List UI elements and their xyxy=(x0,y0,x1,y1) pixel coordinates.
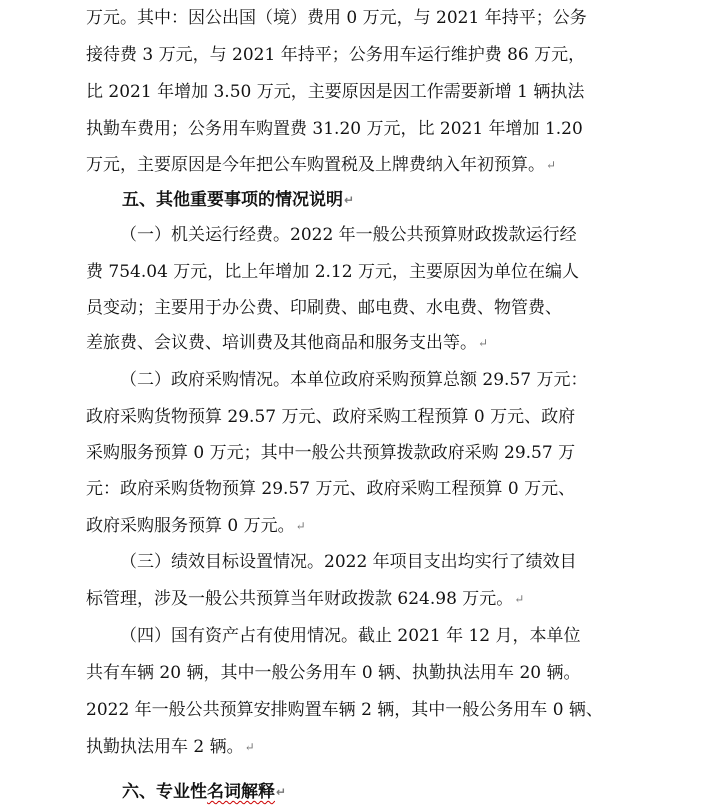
text-line: 费 754.04 万元，比上年增加 2.12 万元，主要原因为单位在编人 xyxy=(86,262,579,282)
text-line: 万元，主要原因是今年把公车购置税及上牌费纳入年初预算。 ↵ xyxy=(86,155,557,175)
section-heading-5: 五、其他重要事项的情况说明 ↵ xyxy=(122,190,355,210)
text-line: 采购服务预算 0 万元；其中一般公共预算拨款政府采购 29.57 万 xyxy=(86,443,576,463)
text-line: 元：政府采购货物预算 29.57 万元、政府采购工程预算 0 万元、 xyxy=(86,479,576,499)
paragraph-mark: ↵ xyxy=(244,740,255,754)
text-line: 万元。其中：因公出国（境）费用 0 万元，与 2021 年持平；公务 xyxy=(86,8,587,28)
text-line: 政府采购服务预算 0 万元。 ↵ xyxy=(86,516,306,536)
section-heading-6: 六、专业性 名词解释 ↵ xyxy=(122,782,287,802)
text-line: （一）机关运行经费。2022 年一般公共预算财政拨款运行经 xyxy=(120,225,577,245)
text-line: 政府采购货物预算 29.57 万元、政府采购工程预算 0 万元、政府 xyxy=(86,407,576,427)
text-line: 执勤执法用车 2 辆。 ↵ xyxy=(86,737,255,757)
text-line: 接待费 3 万元，与 2021 年持平；公务用车运行维护费 86 万元， xyxy=(86,45,586,65)
text-line: 2022 年一般公共预算安排购置车辆 2 辆，其中一般公务用车 0 辆、 xyxy=(86,700,603,720)
paragraph-mark: ↵ xyxy=(514,592,525,606)
text-line: 标管理，涉及一般公共预算当年财政拨款 624.98 万元。 ↵ xyxy=(86,589,525,609)
text-line: 执勤车费用；公务用车购置费 31.20 万元，比 2021 年增加 1.20 xyxy=(86,119,583,139)
text-line: 比 2021 年增加 3.50 万元，主要原因是因工作需要新增 1 辆执法 xyxy=(86,82,585,102)
paragraph-mark: ↵ xyxy=(295,519,306,533)
text-line: 共有车辆 20 辆，其中一般公务用车 0 辆、执勤执法用车 20 辆。 xyxy=(86,663,581,683)
text-line: （四）国有资产占有使用情况。截止 2021 年 12 月，本单位 xyxy=(120,626,581,646)
text-line: 员变动；主要用于办公费、印刷费、邮电费、水电费、物管费、 xyxy=(86,298,562,318)
text-line: 差旅费、会议费、培训费及其他商品和服务支出等。 ↵ xyxy=(86,333,489,353)
paragraph-mark: ↵ xyxy=(546,158,557,172)
spellcheck-underlined-text: 名词解释 xyxy=(207,782,275,802)
paragraph-mark: ↵ xyxy=(478,336,489,350)
text-line: （二）政府采购情况。本单位政府采购预算总额 29.57 万元： xyxy=(120,370,588,390)
text-line: （三）绩效目标设置情况。2022 年项目支出均实行了绩效目 xyxy=(120,552,577,572)
paragraph-mark: ↵ xyxy=(344,193,355,207)
paragraph-mark: ↵ xyxy=(276,785,287,799)
